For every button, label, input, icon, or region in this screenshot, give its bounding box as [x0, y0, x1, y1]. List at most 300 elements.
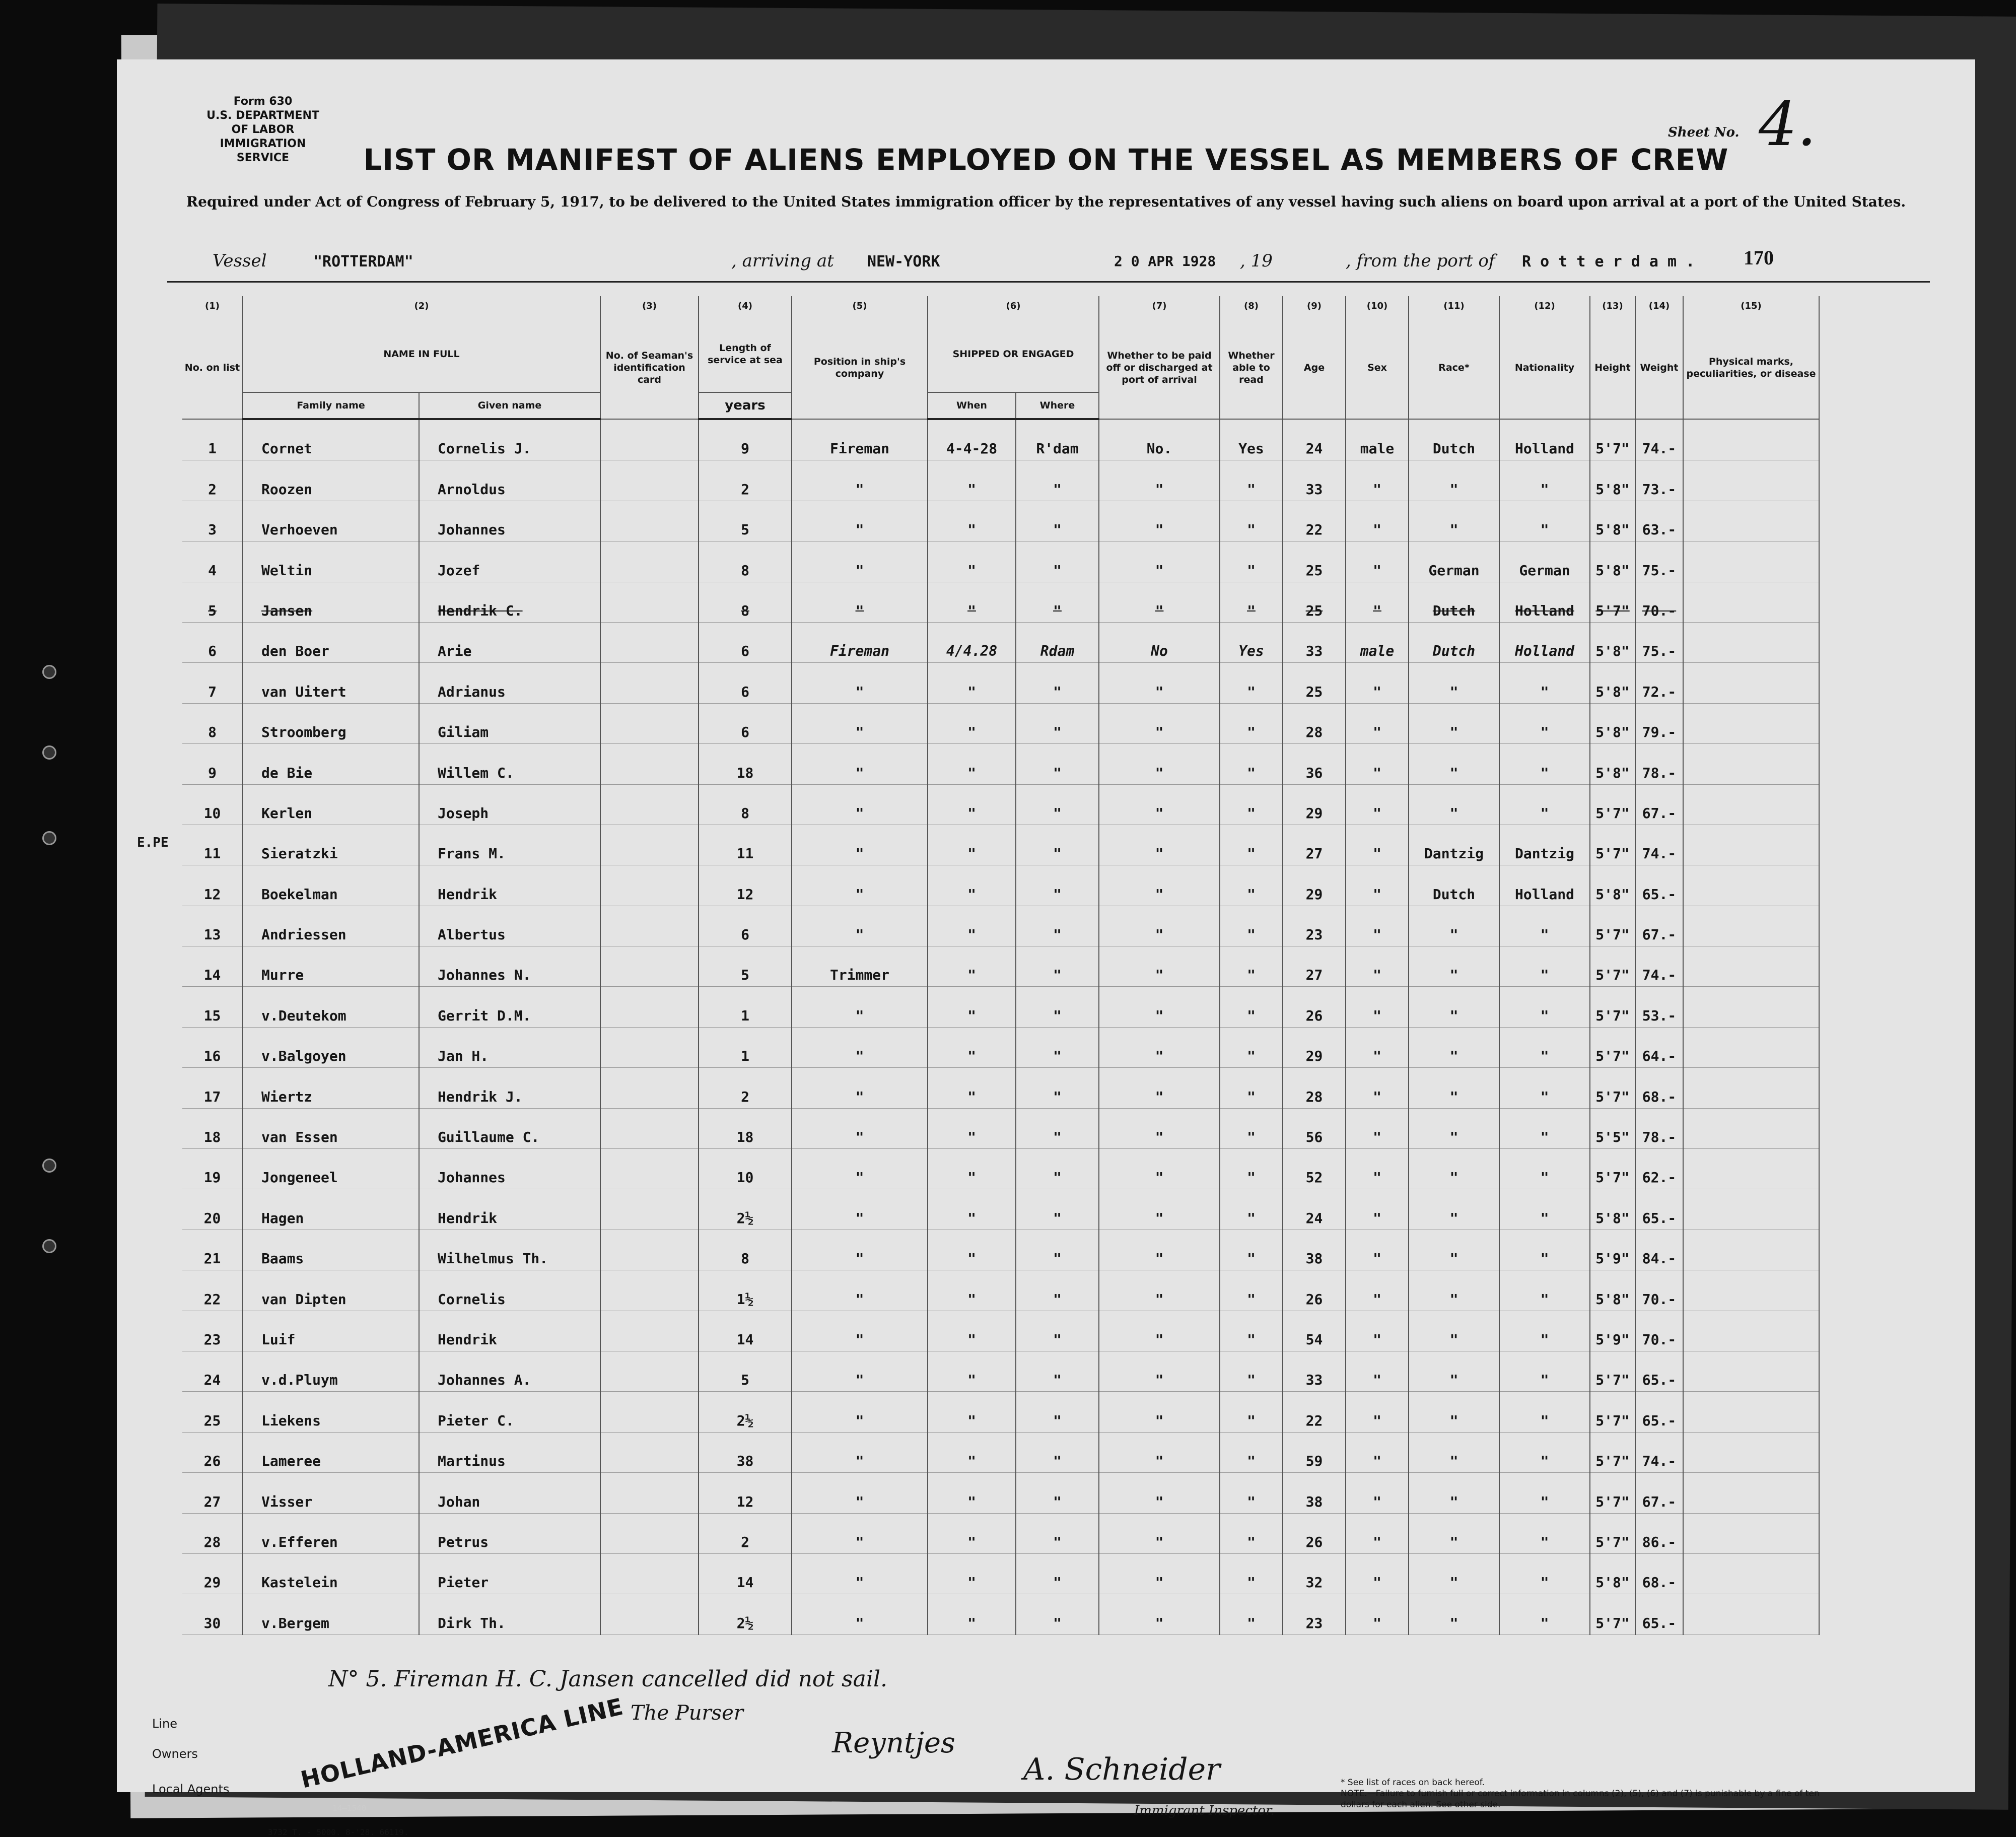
cell-race: " — [1409, 1149, 1499, 1189]
cell-position: " — [792, 1432, 928, 1472]
header-nationality: Nationality — [1499, 316, 1590, 419]
cell-paid-off: " — [1099, 825, 1220, 865]
crew-table — [182, 296, 1820, 1635]
cell-nationality: " — [1499, 1553, 1590, 1594]
cancellation-note: N° 5. Fireman H. C. Jansen cancelled did not sail. — [328, 1666, 888, 1692]
cell-list-number: 1 — [182, 419, 243, 460]
cell-list-number: 10 — [182, 784, 243, 825]
cell-age: 23 — [1283, 906, 1346, 946]
cell-nationality: Dantzig — [1499, 825, 1590, 865]
cell-nationality: " — [1499, 703, 1590, 743]
cell-list-number: 12 — [182, 865, 243, 906]
cell-sex: " — [1346, 501, 1409, 541]
cell-race: " — [1409, 663, 1499, 703]
cell-position: " — [792, 1351, 928, 1391]
cell-list-number: 5 — [182, 582, 243, 622]
cell-list-number: 17 — [182, 1068, 243, 1108]
cell-position: " — [792, 1027, 928, 1067]
col-num: (7) — [1099, 296, 1220, 316]
cell-shipped-when: " — [928, 1473, 1016, 1513]
cell-shipped-when: " — [928, 1068, 1016, 1108]
cell-years-service: 2½ — [699, 1392, 792, 1432]
cell-shipped-where: " — [1016, 987, 1099, 1027]
header-height: Height — [1590, 316, 1635, 419]
cell-sex: " — [1346, 1553, 1409, 1594]
cell-family-name: Roozen — [243, 460, 419, 501]
cell-given-name: Johan — [419, 1473, 600, 1513]
col-num: (15) — [1683, 296, 1819, 316]
table-row — [182, 1149, 1819, 1189]
cell-paid-off: " — [1099, 1149, 1220, 1189]
cell-seaman-card — [600, 1270, 699, 1311]
cell-sex: " — [1346, 906, 1409, 946]
page-number: 170 — [1744, 246, 1774, 269]
cell-given-name: Pieter C. — [419, 1392, 600, 1432]
cell-years-service: 8 — [699, 1230, 792, 1270]
table-row — [182, 906, 1819, 946]
cell-position: " — [792, 825, 928, 865]
cell-age: 29 — [1283, 784, 1346, 825]
cell-list-number: 11 — [182, 825, 243, 865]
cell-paid-off: " — [1099, 1553, 1220, 1594]
table-row — [182, 1513, 1819, 1553]
cell-shipped-when: " — [928, 582, 1016, 622]
cell-seaman-card — [600, 663, 699, 703]
cell-able-to-read: " — [1220, 865, 1283, 906]
cell-position: " — [792, 1553, 928, 1594]
cell-years-service: 8 — [699, 784, 792, 825]
cell-position: " — [792, 1392, 928, 1432]
cell-years-service: 2 — [699, 1068, 792, 1108]
cell-nationality: " — [1499, 501, 1590, 541]
cell-paid-off: " — [1099, 1392, 1220, 1432]
cell-race: German — [1409, 541, 1499, 582]
cell-able-to-read: " — [1220, 1351, 1283, 1391]
table-row — [182, 1311, 1819, 1351]
cell-physical-marks — [1683, 1432, 1819, 1472]
cell-shipped-when: " — [928, 460, 1016, 501]
cell-paid-off: " — [1099, 582, 1220, 622]
cell-physical-marks — [1683, 744, 1819, 784]
cell-shipped-where: " — [1016, 703, 1099, 743]
col-num: (5) — [792, 296, 928, 316]
col-num: (2) — [243, 296, 600, 316]
cell-position: Trimmer — [792, 946, 928, 987]
cell-able-to-read: " — [1220, 582, 1283, 622]
cell-shipped-when: " — [928, 663, 1016, 703]
cell-shipped-when: " — [928, 1392, 1016, 1432]
cell-weight: 68.- — [1635, 1068, 1683, 1108]
table-row — [182, 1351, 1819, 1391]
cell-race: " — [1409, 501, 1499, 541]
cell-seaman-card — [600, 1149, 699, 1189]
cell-able-to-read: " — [1220, 1473, 1283, 1513]
cell-race: Dutch — [1409, 419, 1499, 460]
cell-family-name: Cornet — [243, 419, 419, 460]
cell-nationality: Holland — [1499, 419, 1590, 460]
cell-shipped-where: " — [1016, 906, 1099, 946]
cell-given-name: Arie — [419, 622, 600, 662]
cell-family-name: v.d.Pluym — [243, 1351, 419, 1391]
cell-years-service: 18 — [699, 1108, 792, 1148]
cell-shipped-where: " — [1016, 460, 1099, 501]
cell-family-name: Andriessen — [243, 906, 419, 946]
purser-label: The Purser — [631, 1702, 743, 1725]
cell-weight: 72.- — [1635, 663, 1683, 703]
cell-race: " — [1409, 1311, 1499, 1351]
cell-weight: 74.- — [1635, 946, 1683, 987]
cell-height: 5'8" — [1590, 460, 1635, 501]
cell-list-number: 14 — [182, 946, 243, 987]
cell-race: " — [1409, 1270, 1499, 1311]
cell-given-name: Johannes N. — [419, 946, 600, 987]
table-row — [182, 784, 1819, 825]
cell-paid-off: " — [1099, 1108, 1220, 1148]
cell-race: " — [1409, 1594, 1499, 1635]
cell-sex: " — [1346, 1230, 1409, 1270]
cell-nationality: German — [1499, 541, 1590, 582]
header-seaman-card: No. of Seaman's identification card — [600, 316, 699, 419]
cell-height: 5'8" — [1590, 744, 1635, 784]
cell-given-name: Albertus — [419, 906, 600, 946]
cell-shipped-where: " — [1016, 1230, 1099, 1270]
cell-years-service: 2½ — [699, 1189, 792, 1230]
cell-list-number: 21 — [182, 1230, 243, 1270]
col-num: (10) — [1346, 296, 1409, 316]
print-code: 3732 T. - 5000. 8-'28. 66119. — [268, 1827, 409, 1837]
table-row — [182, 1189, 1819, 1230]
cell-age: 22 — [1283, 501, 1346, 541]
cell-height: 5'8" — [1590, 501, 1635, 541]
cell-list-number: 24 — [182, 1351, 243, 1391]
cell-weight: 63.- — [1635, 501, 1683, 541]
cell-nationality: " — [1499, 1311, 1590, 1351]
table-row — [182, 501, 1819, 541]
cell-weight: 53.- — [1635, 987, 1683, 1027]
cell-given-name: Willem C. — [419, 744, 600, 784]
cell-physical-marks — [1683, 1068, 1819, 1108]
cell-sex: " — [1346, 1270, 1409, 1311]
cell-nationality: " — [1499, 1392, 1590, 1432]
header-position: Position in ship's company — [792, 316, 928, 419]
cell-seaman-card — [600, 1230, 699, 1270]
cell-family-name: Weltin — [243, 541, 419, 582]
cell-physical-marks — [1683, 1027, 1819, 1067]
cell-weight: 65.- — [1635, 1351, 1683, 1391]
cell-physical-marks — [1683, 946, 1819, 987]
cell-position: " — [792, 1311, 928, 1351]
cell-nationality: " — [1499, 744, 1590, 784]
cell-physical-marks — [1683, 703, 1819, 743]
cell-weight: 79.- — [1635, 703, 1683, 743]
cell-list-number: 20 — [182, 1189, 243, 1230]
cell-height: 5'7" — [1590, 784, 1635, 825]
cell-given-name: Johannes — [419, 1149, 600, 1189]
cell-shipped-where: " — [1016, 582, 1099, 622]
cell-race: " — [1409, 1108, 1499, 1148]
cell-shipped-where: " — [1016, 865, 1099, 906]
cell-family-name: Liekens — [243, 1392, 419, 1432]
header-sex: Sex — [1346, 316, 1409, 419]
cell-age: 33 — [1283, 460, 1346, 501]
cell-paid-off: " — [1099, 987, 1220, 1027]
header-no-on-list: No. on list — [182, 316, 243, 419]
cell-position: " — [792, 1068, 928, 1108]
cell-race: " — [1409, 987, 1499, 1027]
cell-age: 27 — [1283, 946, 1346, 987]
cell-position: " — [792, 582, 928, 622]
cell-paid-off: " — [1099, 1311, 1220, 1351]
table-row — [182, 987, 1819, 1027]
cell-shipped-when: " — [928, 1311, 1016, 1351]
cell-able-to-read: " — [1220, 1108, 1283, 1148]
cell-physical-marks — [1683, 784, 1819, 825]
header-physical-marks: Physical marks, peculiarities, or disease — [1683, 316, 1819, 419]
cell-age: 25 — [1283, 582, 1346, 622]
cell-race: " — [1409, 784, 1499, 825]
table-row — [182, 744, 1819, 784]
cell-age: 27 — [1283, 825, 1346, 865]
cell-nationality: " — [1499, 1068, 1590, 1108]
cell-family-name: Kerlen — [243, 784, 419, 825]
cell-shipped-where: " — [1016, 1513, 1099, 1553]
cell-paid-off: " — [1099, 541, 1220, 582]
cell-height: 5'8" — [1590, 703, 1635, 743]
cell-seaman-card — [600, 744, 699, 784]
inspector-label: Immigrant Inspector. — [1134, 1803, 1275, 1818]
cell-seaman-card — [600, 1553, 699, 1594]
cell-seaman-card — [600, 1473, 699, 1513]
column-number-row — [182, 296, 1819, 316]
cell-shipped-when: " — [928, 1553, 1016, 1594]
cell-shipped-where: " — [1016, 1473, 1099, 1513]
cell-shipped-where: " — [1016, 1432, 1099, 1472]
cell-physical-marks — [1683, 906, 1819, 946]
cell-given-name: Hendrik — [419, 865, 600, 906]
cell-height: 5'7" — [1590, 419, 1635, 460]
cell-shipped-when: " — [928, 1189, 1016, 1230]
cell-list-number: 8 — [182, 703, 243, 743]
cell-height: 5'7" — [1590, 1432, 1635, 1472]
cell-sex: " — [1346, 582, 1409, 622]
cell-shipped-where: " — [1016, 1392, 1099, 1432]
cell-physical-marks — [1683, 1149, 1819, 1189]
line-label: Line — [152, 1717, 178, 1731]
header-where: Where — [1016, 392, 1099, 419]
cell-age: 36 — [1283, 744, 1346, 784]
cell-years-service: 6 — [699, 703, 792, 743]
cell-years-service: 2 — [699, 1513, 792, 1553]
cell-seaman-card — [600, 419, 699, 460]
cell-physical-marks — [1683, 541, 1819, 582]
cell-given-name: Adrianus — [419, 663, 600, 703]
cell-position: " — [792, 744, 928, 784]
table-row — [182, 1068, 1819, 1108]
cell-race: " — [1409, 1068, 1499, 1108]
cell-weight: 70.- — [1635, 582, 1683, 622]
cell-age: 38 — [1283, 1230, 1346, 1270]
cell-weight: 70.- — [1635, 1270, 1683, 1311]
cell-list-number: 15 — [182, 987, 243, 1027]
cell-sex: " — [1346, 460, 1409, 501]
cell-given-name: Jan H. — [419, 1027, 600, 1067]
cell-able-to-read: " — [1220, 906, 1283, 946]
cell-seaman-card — [600, 1311, 699, 1351]
cell-able-to-read: " — [1220, 1189, 1283, 1230]
cell-sex: " — [1346, 987, 1409, 1027]
cell-shipped-when: " — [928, 1027, 1016, 1067]
table-row — [182, 825, 1819, 865]
cell-physical-marks — [1683, 419, 1819, 460]
cell-race: " — [1409, 1027, 1499, 1067]
cell-height: 5'9" — [1590, 1230, 1635, 1270]
cell-nationality: " — [1499, 987, 1590, 1027]
cell-shipped-when: " — [928, 703, 1016, 743]
cell-paid-off: " — [1099, 1027, 1220, 1067]
cell-list-number: 25 — [182, 1392, 243, 1432]
col-num: (12) — [1499, 296, 1590, 316]
cell-nationality: " — [1499, 1432, 1590, 1472]
cell-race: " — [1409, 1392, 1499, 1432]
cell-position: " — [792, 784, 928, 825]
cell-family-name: Murre — [243, 946, 419, 987]
cell-given-name: Petrus — [419, 1513, 600, 1553]
cell-weight: 65.- — [1635, 1594, 1683, 1635]
cell-weight: 74.- — [1635, 1432, 1683, 1472]
cell-age: 25 — [1283, 541, 1346, 582]
table-row — [182, 1108, 1819, 1148]
cell-years-service: 6 — [699, 906, 792, 946]
vessel-name: "ROTTERDAM" — [313, 253, 413, 270]
header-shipped-engaged: SHIPPED OR ENGAGED — [928, 316, 1099, 392]
cell-physical-marks — [1683, 1230, 1819, 1270]
cell-physical-marks — [1683, 1513, 1819, 1553]
col-num: (4) — [699, 296, 792, 316]
cell-weight: 78.- — [1635, 1108, 1683, 1148]
cell-physical-marks — [1683, 987, 1819, 1027]
cell-years-service: 38 — [699, 1432, 792, 1472]
cell-height: 5'5" — [1590, 1108, 1635, 1148]
cell-height: 5'7" — [1590, 1594, 1635, 1635]
cell-nationality: " — [1499, 784, 1590, 825]
cell-position: " — [792, 501, 928, 541]
cell-sex: " — [1346, 1149, 1409, 1189]
cell-age: 24 — [1283, 419, 1346, 460]
cell-list-number: 18 — [182, 1108, 243, 1148]
cell-shipped-where: " — [1016, 744, 1099, 784]
cell-age: 52 — [1283, 1149, 1346, 1189]
cell-race: " — [1409, 1230, 1499, 1270]
cell-nationality: " — [1499, 906, 1590, 946]
cell-sex: " — [1346, 541, 1409, 582]
cell-shipped-where: " — [1016, 501, 1099, 541]
cell-weight: 67.- — [1635, 784, 1683, 825]
header-age: Age — [1283, 316, 1346, 419]
cell-given-name: Pieter — [419, 1553, 600, 1594]
cell-shipped-where: " — [1016, 1149, 1099, 1189]
cell-sex: " — [1346, 1513, 1409, 1553]
cell-years-service: 1½ — [699, 1270, 792, 1311]
sheet-number-label: Sheet No. — [1668, 125, 1740, 140]
cell-seaman-card — [600, 582, 699, 622]
cell-paid-off: " — [1099, 784, 1220, 825]
cell-able-to-read: Yes — [1220, 622, 1283, 662]
cell-able-to-read: " — [1220, 1594, 1283, 1635]
cell-age: 24 — [1283, 1189, 1346, 1230]
col-num: (11) — [1409, 296, 1499, 316]
cell-position: " — [792, 1513, 928, 1553]
cell-physical-marks — [1683, 582, 1819, 622]
cell-race: " — [1409, 1513, 1499, 1553]
cell-shipped-where: " — [1016, 1311, 1099, 1351]
cell-seaman-card — [600, 541, 699, 582]
table-row — [182, 419, 1819, 460]
cell-position: " — [792, 987, 928, 1027]
cell-seaman-card — [600, 1189, 699, 1230]
cell-family-name: Lameree — [243, 1432, 419, 1472]
cell-age: 26 — [1283, 1513, 1346, 1553]
inspector-signature: A. Schneider — [1023, 1752, 1220, 1787]
cell-position: " — [792, 1473, 928, 1513]
cell-sex: " — [1346, 1108, 1409, 1148]
cell-nationality: " — [1499, 1108, 1590, 1148]
cell-weight: 62.- — [1635, 1149, 1683, 1189]
cell-paid-off: " — [1099, 1189, 1220, 1230]
cell-sex: " — [1346, 1594, 1409, 1635]
cell-given-name: Wilhelmus Th. — [419, 1230, 600, 1270]
cell-shipped-when: " — [928, 1230, 1016, 1270]
cell-height: 5'8" — [1590, 663, 1635, 703]
cell-height: 5'7" — [1590, 1027, 1635, 1067]
cell-given-name: Frans M. — [419, 825, 600, 865]
cell-shipped-where: " — [1016, 825, 1099, 865]
cell-race: " — [1409, 1553, 1499, 1594]
cell-height: 5'7" — [1590, 946, 1635, 987]
cell-age: 38 — [1283, 1473, 1346, 1513]
cell-height: 5'7" — [1590, 582, 1635, 622]
cell-height: 5'7" — [1590, 1473, 1635, 1513]
cell-family-name: de Bie — [243, 744, 419, 784]
cell-race: " — [1409, 1432, 1499, 1472]
cell-years-service: 9 — [699, 419, 792, 460]
cell-physical-marks — [1683, 501, 1819, 541]
cell-weight: 65.- — [1635, 1392, 1683, 1432]
arriving-label: , arriving at — [731, 251, 834, 271]
cell-able-to-read: " — [1220, 663, 1283, 703]
cell-list-number: 6 — [182, 622, 243, 662]
cell-weight: 65.- — [1635, 865, 1683, 906]
cell-weight: 67.- — [1635, 906, 1683, 946]
cell-given-name: Jozef — [419, 541, 600, 582]
cell-given-name: Cornelis J. — [419, 419, 600, 460]
header-family-name: Family name — [243, 392, 419, 419]
cell-height: 5'8" — [1590, 1553, 1635, 1594]
cell-weight: 75.- — [1635, 541, 1683, 582]
cell-position: " — [792, 906, 928, 946]
cell-age: 59 — [1283, 1432, 1346, 1472]
cell-nationality: " — [1499, 1189, 1590, 1230]
page-subtitle: Required under Act of Congress of February 5, 1917, to be delivered to the United States immigration officer by the representatives of any vessel having such aliens on board upon arrival at a port of the United States. — [186, 193, 1906, 210]
from-label: , from the port of — [1346, 251, 1495, 271]
cell-paid-off: " — [1099, 1594, 1220, 1635]
cell-given-name: Johannes — [419, 501, 600, 541]
cell-shipped-when: " — [928, 784, 1016, 825]
cell-physical-marks — [1683, 622, 1819, 662]
cell-family-name: v.Balgoyen — [243, 1027, 419, 1067]
cell-age: 22 — [1283, 1392, 1346, 1432]
cell-paid-off: No. — [1099, 419, 1220, 460]
cell-family-name: v.Efferen — [243, 1513, 419, 1553]
